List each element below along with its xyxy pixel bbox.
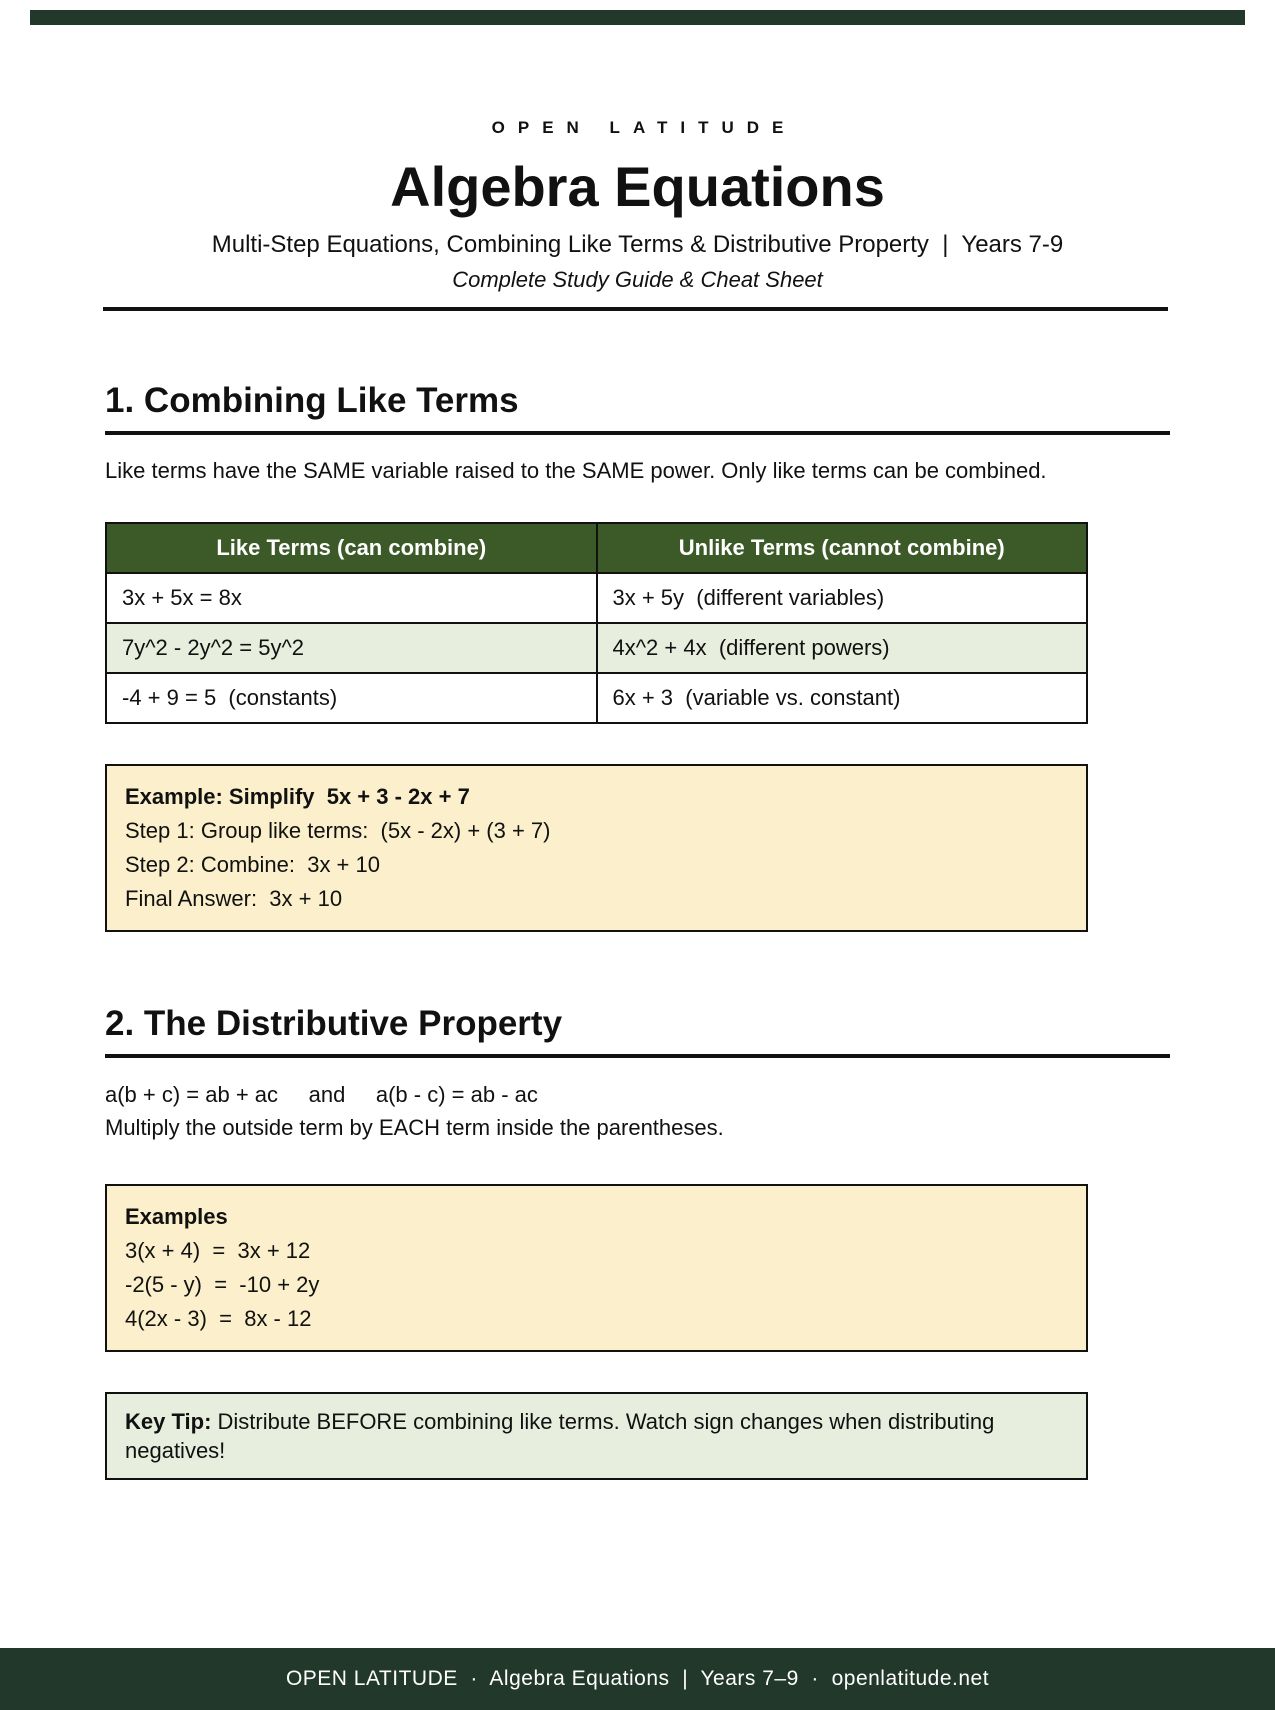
- section-distributive-property: [105, 1004, 1170, 1480]
- distributive-formula: a(b + c) = ab + ac and a(b - c) = ab - ac: [105, 1082, 538, 1107]
- page-title: Algebra Equations: [390, 155, 885, 218]
- section-2-divider: [105, 1054, 1170, 1058]
- key-tip-text: Distribute BEFORE combining like terms. Watch sign changes when distributing negatives!: [125, 1409, 1001, 1463]
- table-row: [106, 673, 1087, 723]
- header-divider: [103, 307, 1168, 311]
- table-cell: 6x + 3 (variable vs. constant): [597, 673, 1088, 723]
- section-1-intro: Like terms have the SAME variable raised to the SAME power. Only like terms can be combined.: [105, 458, 1047, 483]
- table-cell: 7y^2 - 2y^2 = 5y^2: [106, 623, 597, 673]
- examples-item: 3(x + 4) = 3x + 12: [125, 1238, 311, 1263]
- table-row: [106, 623, 1087, 673]
- top-accent-bar: [30, 10, 1245, 25]
- table-cell: -4 + 9 = 5 (constants): [106, 673, 597, 723]
- page-content: [105, 381, 1170, 1480]
- examples-item: -2(5 - y) = -10 + 2y: [125, 1272, 320, 1297]
- table-cell: 4x^2 + 4x (different powers): [597, 623, 1088, 673]
- footer-bar: [0, 1648, 1275, 1710]
- examples-box: [105, 1184, 1088, 1352]
- example-step: Step 1: Group like terms: (5x - 2x) + (3 + 7): [125, 818, 551, 843]
- section-2-heading: 2. The Distributive Property: [105, 1004, 563, 1043]
- example-step: Final Answer: 3x + 10: [125, 886, 343, 911]
- table-cell: 3x + 5x = 8x: [106, 573, 597, 623]
- page-subtitle: Multi-Step Equations, Combining Like Terms & Distributive Property | Years 7-9: [211, 231, 1064, 258]
- table-header-like-terms: Like Terms (can combine): [106, 523, 597, 573]
- key-tip-label: Key Tip:: [125, 1409, 212, 1434]
- examples-item: 4(2x - 3) = 8x - 12: [125, 1306, 312, 1331]
- key-tip-text-wrap: [125, 1407, 1037, 1465]
- table-row: [106, 573, 1087, 623]
- table-cell: 3x + 5y (different variables): [597, 573, 1088, 623]
- table-header-unlike-terms: Unlike Terms (cannot combine): [597, 523, 1088, 573]
- brand-name: OPEN LATITUDE: [491, 118, 797, 137]
- footer-text: OPEN LATITUDE · Algebra Equations | Years 7–9 · openlatitude.net: [285, 1667, 990, 1690]
- section-combining-like-terms: [105, 381, 1170, 932]
- page-tagline: Complete Study Guide & Cheat Sheet: [452, 267, 823, 292]
- distributive-rule-text: Multiply the outside term by EACH term inside the parentheses.: [105, 1115, 724, 1140]
- section-1-divider: [105, 431, 1170, 435]
- example-step: Step 2: Combine: 3x + 10: [125, 852, 380, 877]
- document-header: [0, 0, 1275, 311]
- key-tip-box: [105, 1392, 1088, 1480]
- section-1-heading: 1. Combining Like Terms: [105, 381, 519, 420]
- table-header-row: [106, 523, 1087, 573]
- example-box: [105, 764, 1088, 932]
- like-terms-table: [105, 522, 1088, 724]
- examples-box-title: Examples: [125, 1204, 228, 1229]
- example-box-title: Example: Simplify 5x + 3 - 2x + 7: [125, 784, 470, 809]
